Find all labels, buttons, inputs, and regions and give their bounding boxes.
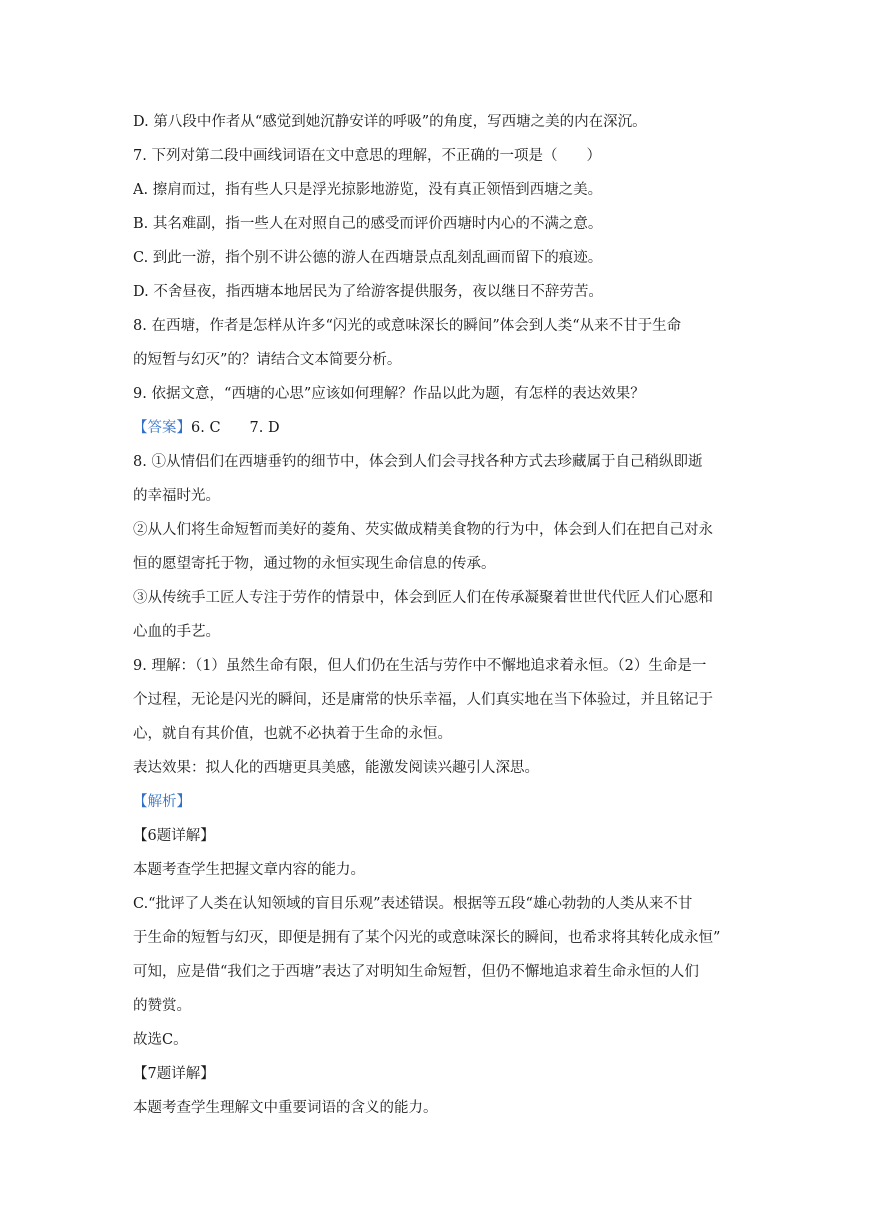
- option-a-q7: A. 擦肩而过，指有些人只是浮光掠影地游览，没有真正领悟到西塘之美。: [133, 182, 603, 198]
- q7-detail-heading: 【7题详解】: [133, 1066, 215, 1082]
- q6-detail-line-3: 可知，应是借“我们之于西塘”表达了对明知生命短暂，但仍不懈地追求着生命永恒的人们: [133, 964, 699, 980]
- option-c-q7: C. 到此一游，指个别不讲公德的游人在西塘景点乱刻乱画而留下的痕迹。: [133, 250, 603, 266]
- question-9: 9. 依据文意，“西塘的心思”应该如何理解？作品以此为题，有怎样的表达效果？: [133, 386, 645, 402]
- option-d-q6: D. 第八段中作者从“感觉到她沉静安详的呼吸”的角度，写西塘之美的内在深沉。: [133, 114, 647, 130]
- answer-8-point-2-line-1: ②从人们将生命短暂而美好的菱角、芡实做成精美食物的行为中，体会到人们在把自己对永: [133, 522, 713, 538]
- answer-9-effect: 表达效果：拟人化的西塘更具美感，能激发阅读兴趣引人深思。: [133, 760, 539, 776]
- analysis-heading: 【解析】: [133, 794, 191, 810]
- answer-8-point-3-line-2: 心血的手艺。: [133, 624, 220, 640]
- answer-values: 6. C 7. D: [191, 420, 280, 436]
- answer-tag: 【答案】: [133, 420, 191, 436]
- answer-8-point-3-line-1: ③从传统手工匠人专注于劳作的情景中，体会到匠人们在传承凝聚着世世代代匠人们心愿和: [133, 590, 713, 606]
- answer-8-point-1-line-2: 的幸福时光。: [133, 488, 220, 504]
- answer-9-line-3: 心，就自有其价值，也就不必执着于生命的永恒。: [133, 726, 452, 742]
- q6-choice: 故选C。: [133, 1032, 188, 1048]
- q7-detail-intro: 本题考查学生理解文中重要词语的含义的能力。: [133, 1100, 438, 1116]
- q6-detail-line-4: 的赞赏。: [133, 998, 191, 1014]
- question-8-line-2: 的短暂与幻灭”的？请结合文本简要分析。: [133, 352, 402, 368]
- answer-8-point-1-line-1: 8. ①从情侣们在西塘垂钓的细节中，体会到人们会寻找各种方式去珍藏属于自己稍纵即逝: [133, 454, 703, 470]
- q6-detail-line-2: 于生命的短暂与幻灭，即便是拥有了某个闪光的或意味深长的瞬间，也希求将其转化成永恒”: [133, 930, 721, 946]
- q6-detail-intro: 本题考查学生把握文章内容的能力。: [133, 862, 365, 878]
- question-8-line-1: 8. 在西塘，作者是怎样从许多“闪光的或意味深长的瞬间”体会到人类“从来不甘于生命: [133, 318, 682, 334]
- answer-line: [133, 418, 743, 438]
- q6-detail-heading: 【6题详解】: [133, 828, 215, 844]
- answer-9-line-1: 9. 理解：（1）虽然生命有限，但人们仍在生活与劳作中不懈地追求着永恒。（2）生命是一: [133, 658, 707, 674]
- option-b-q7: B. 其名难副，指一些人在对照自己的感受而评价西塘时内心的不满之意。: [133, 216, 603, 232]
- answer-8-point-2-line-2: 恒的愿望寄托于物，通过物的永恒实现生命信息的传承。: [133, 556, 496, 572]
- question-7: 7. 下列对第二段中画线词语在文中意思的理解，不正确的一项是（ ）: [133, 148, 601, 164]
- answer-9-line-2: 个过程，无论是闪光的瞬间，还是庸常的快乐幸福，人们真实地在当下体验过，并且铭记于: [133, 692, 713, 708]
- option-d-q7: D. 不舍昼夜，指西塘本地居民为了给游客提供服务，夜以继日不辞劳苦。: [133, 284, 603, 300]
- q6-detail-line-1: C.“批评了人类在认知领域的盲目乐观”表述错误。根据等五段“雄心勃勃的人类从来不甘: [133, 896, 693, 912]
